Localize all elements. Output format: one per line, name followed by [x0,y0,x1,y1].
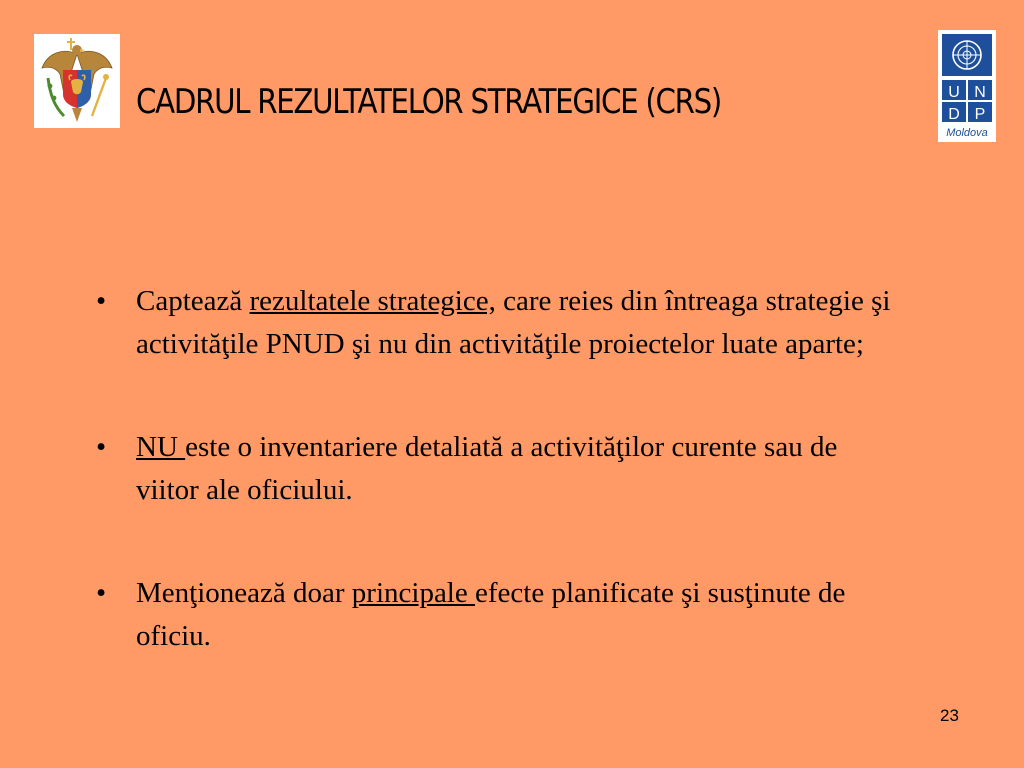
bullet-emphasis: NU [136,431,186,463]
bullet-text: Captează [136,285,250,317]
undp-letter: N [974,84,986,101]
bullet-item [96,572,896,658]
undp-letter: P [974,106,986,123]
bullet-text: Menţionează doar [136,577,352,609]
slide-title: CADRUL REZULTATELOR STRATEGICE (CRS) [136,82,722,122]
bullet-emphasis: rezultatele strategice, [249,285,496,317]
bullet-item [96,426,896,512]
bullet-dot: • [96,577,107,609]
bullet-text: este o inventariere detaliată a activităţilor curente sau de viitor ale oficiului. [136,431,838,506]
bullet-item [96,280,896,366]
bullet-list [96,280,896,658]
undp-logo-icon [938,30,996,142]
bullet-dot: • [96,285,107,317]
bullet-emphasis: principale [351,577,475,609]
undp-caption: Moldova [946,127,988,139]
bullet-dot: • [96,431,107,463]
bullet-text: efecte planificate şi susţinute de oficiu. [136,577,846,652]
moldova-coat-of-arms-icon [34,34,120,128]
page-number: 23 [940,706,959,725]
bullet-text: care reies din întreaga strategie şi activităţile PNUD şi nu din activităţile proiectelor luate aparte; [136,285,891,360]
undp-letter: D [948,106,960,123]
undp-letter: U [948,84,960,101]
